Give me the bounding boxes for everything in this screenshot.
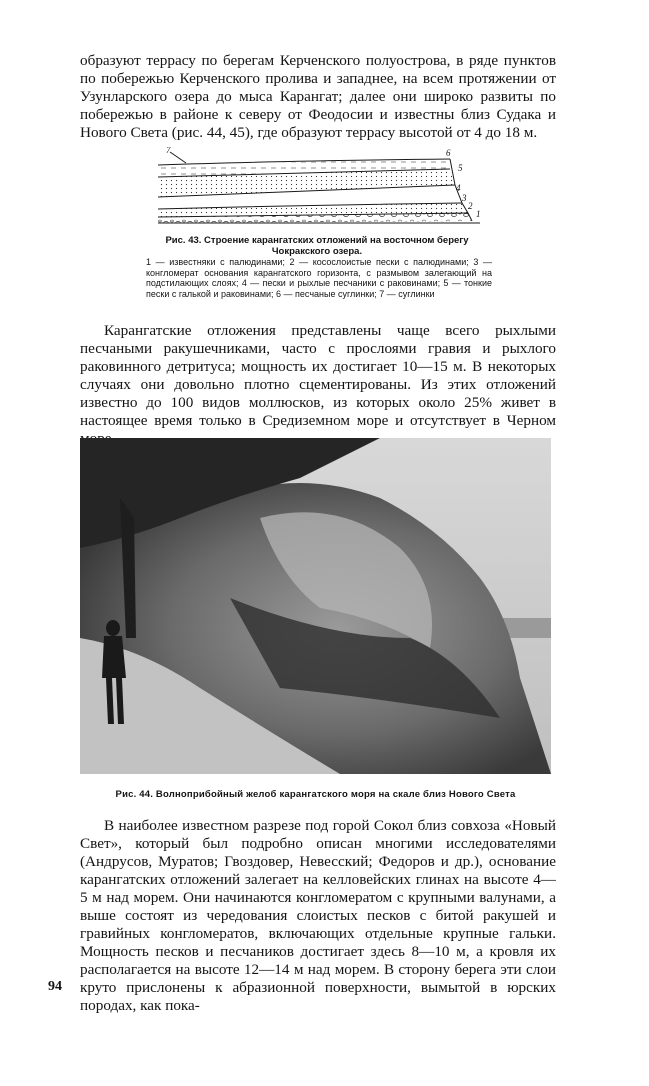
layer-label-3: 3 [462, 193, 467, 203]
layer-label-5: 5 [458, 163, 463, 173]
page-number: 94 [48, 979, 62, 994]
figure-44-photo [80, 438, 551, 774]
figure-43-caption-title: Рис. 43. Строение карангатских отложений на восточном берегу Чокракского озера. [165, 235, 469, 257]
figure-43-caption-legend: 1 — известняки с палюдинами; 2 — косослоистые пески с палюдинами; 3 — конгломерат основания карангатского горизонта, с размывом залегающий на подстилающих слоях; 4 — пески и рыхлые песчаники с раковинами; 5 — тонкие пески с галькой и раковинами; 6 — песчаные суглинки; 7 — суглинки [146, 257, 492, 299]
layer-label-4: 4 [456, 183, 461, 193]
paragraph-1: образуют террасу по берегам Керченского полуострова, в ряде пунктов по побережью Керченского пролива и западнее, на всем протяжении от Узунларского озера до мыса Карангат; далее они широко развиты по побережью в районе к северу от Феодосии и известны близ Судака и Нового Света (рис. 44, 45), где образуют террасу высотой от 4 до 18 м. [80, 52, 556, 141]
figure-43-stratigraphic-section [150, 147, 492, 229]
paragraph-2: Карангатские отложения представлены чаще всего рыхлыми песчаными ракушечниками, часто с прослоями гравия и рыхлого раковинного детритуса; мощность их достигает 10—15 м. В некоторых случаях они довольно плотно сцементированы. Из этих отложений известно до 100 видов моллюсков, из которых около 25% живет в настоящее время только в Средиземном море и отсутствует в Черном [80, 322, 556, 429]
figure-44-caption: Рис. 44. Волноприбойный желоб карангатского моря на скале близ Нового Света [115, 789, 516, 800]
layer-label-7: 7 [166, 147, 171, 155]
layer-label-2: 2 [468, 201, 473, 211]
layer-label-1: 1 [476, 209, 481, 219]
layer-label-6: 6 [446, 148, 451, 158]
paragraph-3: В наиболее известном разрезе под горой Сокол близ совхоза «Новый Свет», который был подробно описан многими исследователями (Андрусов, Муратов; Гвоздовер, Невесский; Федоров и др.), основание карангатских отложений залегает на келловейских глинах на высоте 4—5 м над морем. Они начинаются конгломератом с крупными валунами, а выше состоят из чередования слоистых песков с битой ракушей и гравийных конгломератов, включающих отдельные крупные гальки. Мощность песков и песчаников достигает здесь 8—10 м, а кровля их располагается на высоте 12—14 м над морем. В сторону берега эти слои круто прислонены к абразионной поверхности, вымытой в юрских породах, как пока- [80, 817, 556, 1014]
